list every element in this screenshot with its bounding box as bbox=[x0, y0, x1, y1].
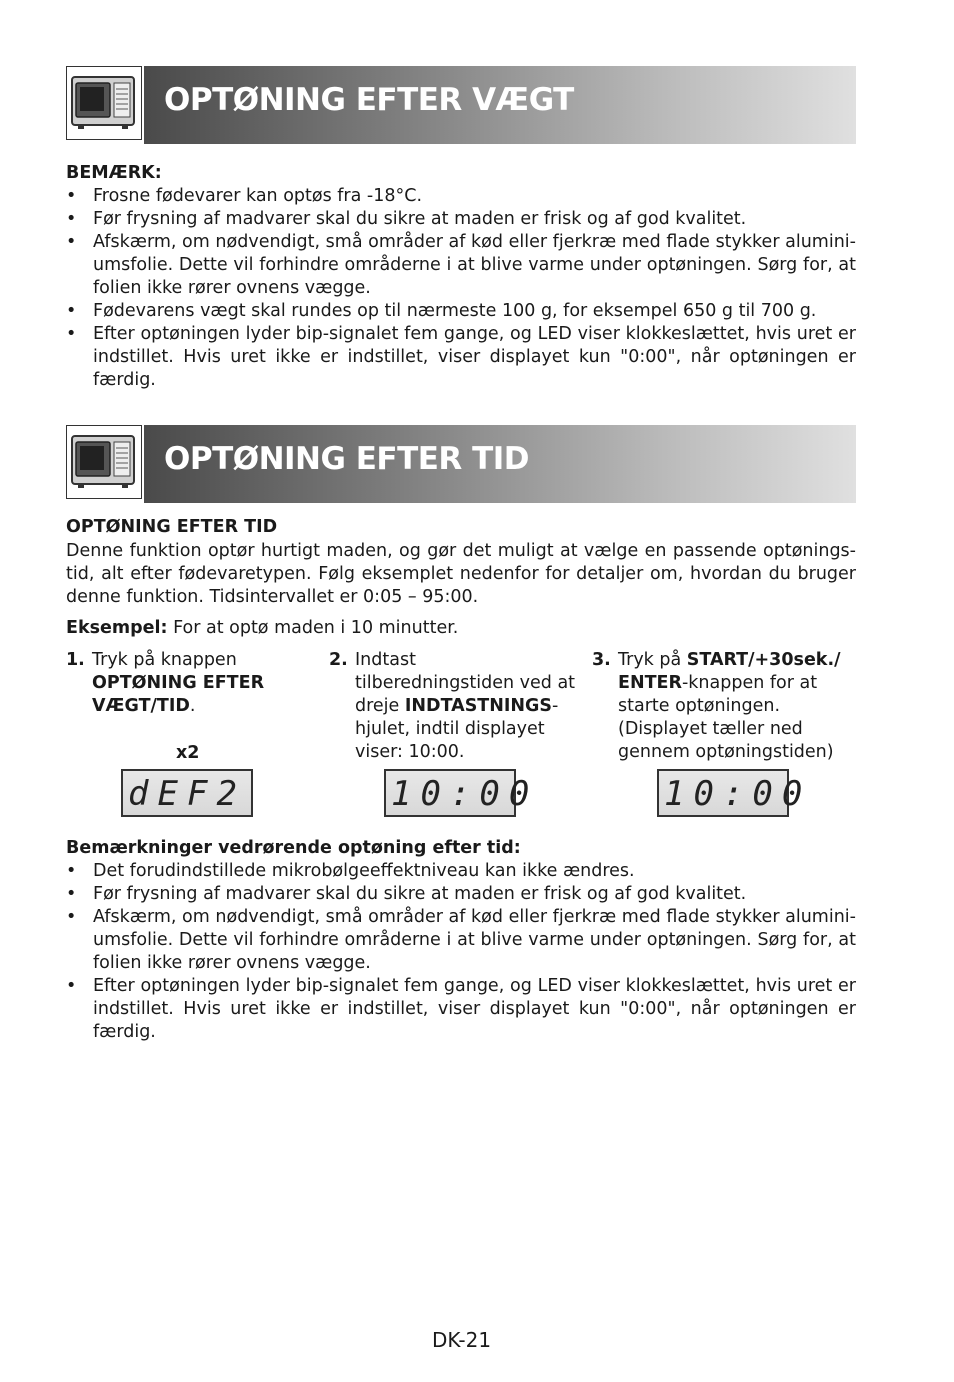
list-item: • Før frysning af madvarer skal du sikre at maden er frisk og af god kvalitet. bbox=[66, 209, 747, 229]
section-title: OPTØNING EFTER TID bbox=[164, 441, 529, 477]
list-item: • Efter optøningen lyder bip-signalet fem gange, og LED viser klokkeslættet, hvis uret er indstillet. Hvis uret ikke er indstillet, viser displayet kun "0:00", når optøningen er færdig. bbox=[66, 976, 856, 1042]
section-title: OPTØNING EFTER VÆGT bbox=[164, 82, 574, 118]
list-item: • Frosne fødevarer kan optøs fra -18°C. bbox=[66, 186, 423, 206]
list-item: • Afskærm, om nødvendigt, små områder af kød eller fjerkræ med flade stykker aluminiumsfolie. Dette vil forhindre områderne i at blive varme under optøningen. Sørg for, at folien ikke rører ovnens vægge. bbox=[66, 232, 856, 298]
remarks-heading: Bemærkninger vedrørende optøning efter tid: bbox=[66, 838, 521, 858]
time-intro: Denne funktion optør hurtigt maden, og gør det muligt at vælge en passende optøningstid, alt efter fødevaretypen. Følg eksemplet nedenfor for detaljer om, hvordan du bruger denne funktion. Tidsintervallet er 0:05 – 95:00. bbox=[66, 541, 856, 607]
time-heading: OPTØNING EFTER TID bbox=[66, 517, 278, 537]
note-heading: BEMÆRK: bbox=[66, 163, 162, 183]
section-header-weight bbox=[66, 66, 856, 142]
press-count: x2 bbox=[176, 743, 200, 763]
section-title-bar bbox=[144, 66, 856, 144]
lcd-display: 10:00 bbox=[657, 769, 789, 817]
microwave-icon bbox=[66, 66, 142, 140]
section-title-bar bbox=[144, 425, 856, 503]
lcd-display: 10:00 bbox=[384, 769, 516, 817]
list-item: • Afskærm, om nødvendigt, små områder af kød eller fjerkræ med flade stykker aluminiumsfolie. Dette vil forhindre områderne i at blive varme under optøningen. Sørg for, at folien ikke rører ovnens vægge. bbox=[66, 907, 856, 973]
lcd-display: dEF2 bbox=[121, 769, 253, 817]
list-item: • Fødevarens vægt skal rundes op til nærmeste 100 g, for eksempel 650 g til 700 g. bbox=[66, 301, 817, 321]
list-item: • Det forudindstillede mikrobølgeeffektniveau kan ikke ændres. bbox=[66, 861, 635, 881]
list-item: • Før frysning af madvarer skal du sikre at maden er frisk og af god kvalitet. bbox=[66, 884, 747, 904]
remarks-list bbox=[66, 860, 856, 1044]
note-list bbox=[66, 185, 856, 392]
list-item: • Efter optøningen lyder bip-signalet fem gange, og LED viser klokkeslættet, hvis uret er indstillet. Hvis uret ikke er indstillet, viser displayet kun "0:00", når optøningen er færdig. bbox=[66, 324, 856, 390]
page-number: DK-21 bbox=[432, 1328, 492, 1352]
section-header-time bbox=[66, 425, 856, 501]
microwave-icon bbox=[66, 425, 142, 499]
example-line: Eksempel: For at optø maden i 10 minutter. bbox=[66, 618, 459, 638]
